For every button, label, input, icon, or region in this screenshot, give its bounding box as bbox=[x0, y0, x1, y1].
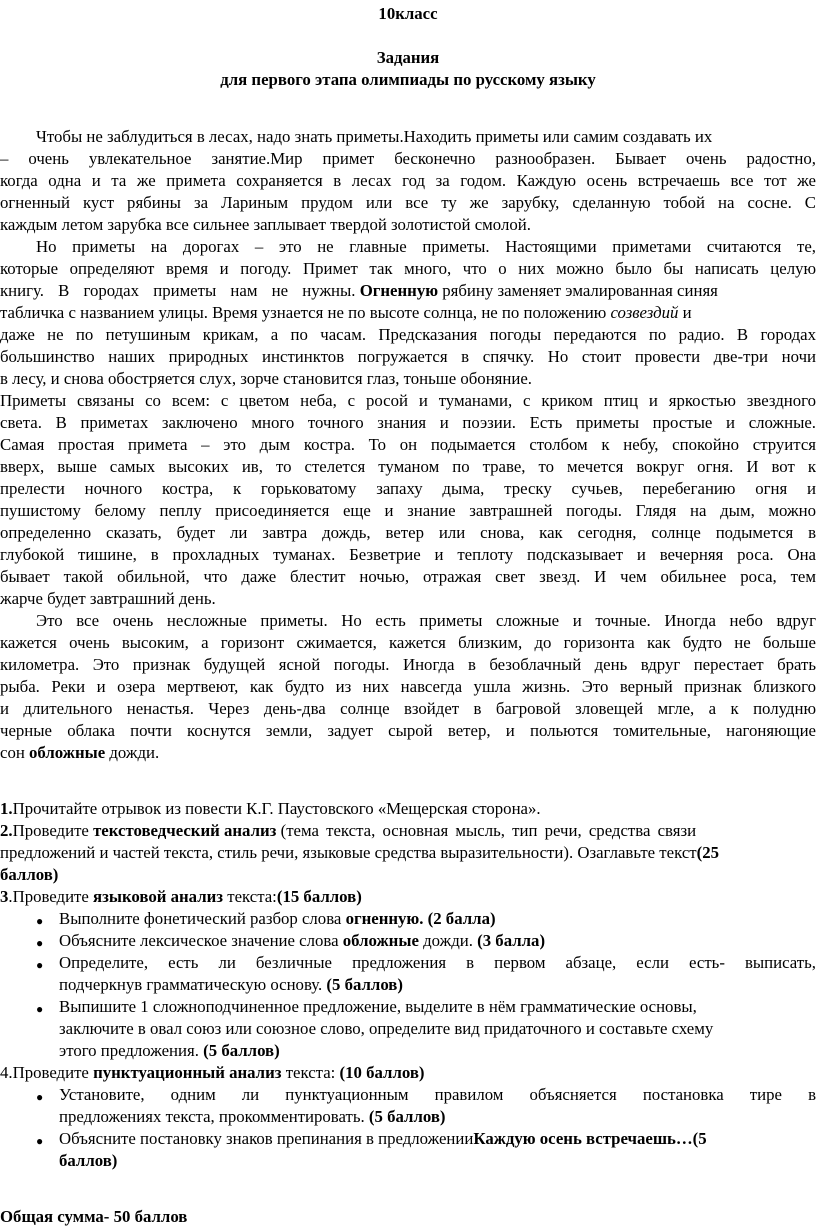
list-item-cont: баллов) bbox=[59, 1151, 118, 1170]
text-line: жарче будет завтрашний день. bbox=[0, 589, 216, 608]
task-2-points: баллов) bbox=[0, 865, 59, 884]
text-line: Это все очень несложные приметы. Но есть приметы сложные и точные. Иногда небо вдруг bbox=[36, 611, 816, 630]
text-line: определенно сказать, будет ли завтра дождь, ветер или снова, как сегодня, солнце подымется в bbox=[0, 523, 816, 542]
text-line: – очень увлекательное занятие.Мир примет бесконечно разнообразен. Бывает очень радостно, bbox=[0, 149, 816, 168]
list-item: Определите, есть ли безличные предложения в первом абзаце, если есть- выписать, bbox=[59, 953, 816, 972]
list-item: Объясните постановку знаков препинания в предложенииКаждую осень встречаешь…(5 bbox=[59, 1129, 707, 1148]
text-line: табличка с названием улицы. Время узнается не по высоте солнца, не по положению созвездий и bbox=[0, 303, 692, 322]
list-item-cont: заключите в овал союз или союзное слово, определите вид придаточного и составьте схему bbox=[59, 1019, 714, 1038]
text-line: даже не по петушиным крикам, а по часам. Предсказания погоды передаются по радио. В городах bbox=[0, 325, 816, 344]
text-line: света. В приметах заключено много точного знания и поэзии. Есть приметы простые и сложные. bbox=[0, 413, 816, 432]
task-2-cont: предложений и частей текста, стиль речи, языковые средства выразительности). Озаглавьте текст(25 bbox=[0, 843, 719, 862]
tasks-heading: Задания bbox=[376, 48, 440, 67]
text-line: огненный куст рябины за Лариным прудом или все ту же зарубку, сделанную тобой на сосне. С bbox=[0, 193, 816, 212]
task-2: 2.Проведите текстоведческий анализ (тема текста, основная мысль, тип речи, средства связи bbox=[0, 821, 697, 840]
text-line: Но приметы на дорогах – это не главные приметы. Настоящими приметами считаются те, bbox=[36, 237, 816, 256]
olympiad-subtitle: для первого этапа олимпиады по русскому языку bbox=[220, 70, 596, 89]
text-line: в лесу, и снова обостряется слух, зорче становится глаз, тоньше обоняние. bbox=[0, 369, 532, 388]
text-line: когда одна и та же примета сохраняется в лесах год за годом. Каждую осень встречаешь все тот же bbox=[0, 171, 816, 190]
grade-heading: 10класс bbox=[378, 4, 438, 23]
text-line: черные облака почти коснутся земли, задует сырой ветер, и польются томительные, нагоняющие bbox=[0, 721, 816, 740]
text-line: вверх, выше самых высоких ив, то стелется туманом по траве, то мечется вокруг огня. И вот к bbox=[0, 457, 816, 476]
list-item: Установите, одним ли пунктуационным правилом объясняется постановка тире в bbox=[59, 1085, 816, 1104]
text-line: каждым летом зарубка все сильнее заплывает твердой золотистой смолой. bbox=[0, 215, 531, 234]
text-line: кажется очень высоким, а горизонт сжимается, кажется близким, до горизонта как будто не больше bbox=[0, 633, 816, 652]
text-line: рыба. Реки и озера мертвеют, как будто из них навсегда ушла жизнь. Это верный признак близкого bbox=[0, 677, 816, 696]
text-line: пушистому белому пеплу присоединяется еще и знание завтрашней погоды. Глядя на дым, можно bbox=[0, 501, 816, 520]
bullet-icon: ● bbox=[36, 936, 44, 950]
text-line: книгу. В городах приметы нам не нужны. Огненную рябину заменяет эмалированная синяя bbox=[0, 281, 718, 300]
task-4: 4.Проведите пунктуационный анализ текста: (10 баллов) bbox=[0, 1063, 425, 1082]
text-line: километра. Это признак будущей ясной погоды. Иногда в безоблачный день вдруг перестает брать bbox=[0, 655, 816, 674]
text-line: Чтобы не заблудиться в лесах, надо знать приметы.Находить приметы или самим создавать их bbox=[36, 127, 713, 146]
text-line: прелести ночного костра, к горьковатому запаху дыма, треску сучьев, перебеганию огня и bbox=[0, 479, 816, 498]
task-1: 1.Прочитайте отрывок из повести К.Г. Паустовского «Мещерская сторона». bbox=[0, 799, 541, 818]
list-item-cont: подчеркнув грамматическую основу. (5 баллов) bbox=[59, 975, 403, 994]
bullet-icon: ● bbox=[36, 1090, 44, 1104]
text-line: и длительного ненастья. Через день-два солнце взойдет в багровой зловещей мгле, а к полудню bbox=[0, 699, 816, 718]
list-item-cont: предложениях текста, прокомментировать. (5 баллов) bbox=[59, 1107, 446, 1126]
bullet-icon: ● bbox=[36, 914, 44, 928]
text-line: большинство наших природных инстинктов погружается в спячку. Но стоит провести две-три ночи bbox=[0, 347, 816, 366]
text-line: глубокой тишине, в прохладных туманах. Безветрие и теплоту подсказывает и вечерняя роса. Она bbox=[0, 545, 816, 564]
text-line: сон обложные дожди. bbox=[0, 743, 160, 762]
text-line: которые определяют время и погоду. Примет так много, что о них можно было бы написать целую bbox=[0, 259, 816, 278]
bullet-icon: ● bbox=[36, 1134, 44, 1148]
total-score: Общая сумма- 50 баллов bbox=[0, 1207, 188, 1226]
list-item: Объясните лексическое значение слова обложные дожди. (3 балла) bbox=[59, 931, 546, 950]
text-line: бывает такой обильной, что даже блестит ночью, отражая свет звезд. И чем обильнее роса, тем bbox=[0, 567, 816, 586]
list-item: Выполните фонетический разбор слова огненную. (2 балла) bbox=[59, 909, 496, 928]
bullet-icon: ● bbox=[36, 958, 44, 972]
bullet-icon: ● bbox=[36, 1002, 44, 1016]
list-item: Выпишите 1 сложноподчиненное предложение, выделите в нём грамматические основы, bbox=[59, 997, 697, 1016]
text-line: Самая простая примета – это дым костра. То он подымается столбом к небу, спокойно струится bbox=[0, 435, 816, 454]
task-3: 3.Проведите языковой анализ текста:(15 баллов) bbox=[0, 887, 362, 906]
list-item-cont: этого предложения. (5 баллов) bbox=[59, 1041, 280, 1060]
text-line: Приметы связаны со всем: с цветом неба, с росой и туманами, с криком птиц и яркостью звездного bbox=[0, 391, 816, 410]
